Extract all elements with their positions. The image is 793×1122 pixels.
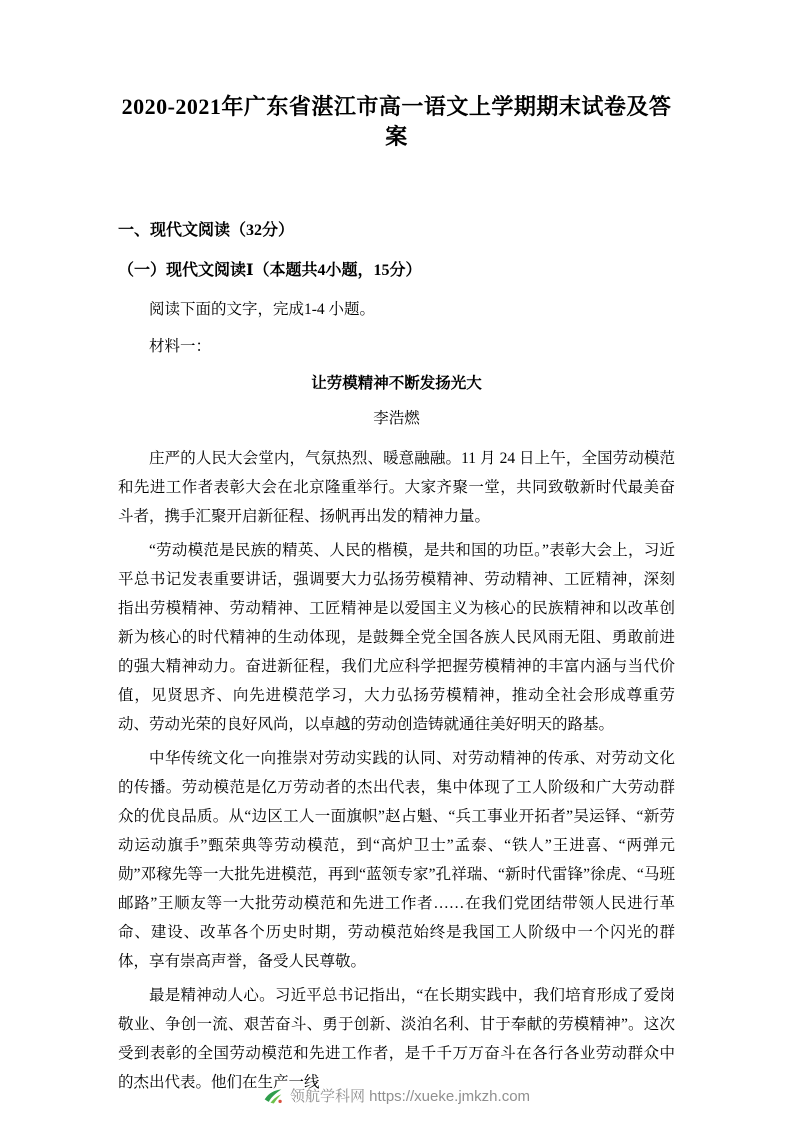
paragraph: “劳动模范是民族的精英、人民的楷模，是共和国的功臣。”表彰大会上，习近平总书记发表重要讲话，强调要大力弘扬劳模精神、劳动精神、工匠精神，深刻指出劳模精神、劳动精神、工匠精神是以爱国主义为核心的民族精神和以改革创新为核心的时代精神的生动体现，是鼓舞全党全国各族人民风雨无阻、勇敢前进的强大精神动力。奋进新征程，我们尤应科学把握劳模精神的丰富内涵与当代价值，见贤思齐、向先进模范学习，大力弘扬劳模精神，推动全社会形成尊重劳动、劳动光荣的良好风尚，以卓越的劳动创造铸就通往美好明天的路基。 <box>118 542 675 734</box>
article-title: 让劳模精神不断发扬光大 <box>311 375 482 393</box>
paragraph: 最是精神动人心。习近平总书记指出，“在长期实践中，我们培育形成了爱岗敬业、争创一流、艰苦奋斗、勇于创新、淡泊名利、甘于奉献的劳模精神”。这次受到表彰的全国劳动模范和先进工作者，是千千万万奋斗在各行各业劳动群众中的杰出代表。他们在生产一线 <box>118 987 675 1092</box>
watermark-text: 领航学科网 https://xueke.jmkzh.com <box>289 1088 531 1105</box>
material-label: 材料一： <box>149 338 212 356</box>
reading-instruction: 阅读下面的文字，完成1-4 小题。 <box>149 301 376 319</box>
xueke-logo-icon <box>263 1086 283 1106</box>
paragraph: 中华传统文化一向推崇对劳动实践的认同、对劳动精神的传承、对劳动文化的传播。劳动模范是亿万劳动者的杰出代表，集中体现了工人阶级和广大劳动群众的优良品质。从“边区工人一面旗帜”赵占魁、“兵工事业开拓者”吴运铎、“新劳动运动旗手”甄荣典等劳动模范，到“高炉卫士”孟泰、“铁人”王进喜、“两弹元勋”邓稼先等一大批先进模范，再到“蓝领专家”孔祥瑞、“新时代雷锋”徐虎、“马班邮路”王顺友等一大批劳动模范和先进工作者……在我们党团结带领人民进行革命、建设、改革各个历史时期，劳动模范始终是我国工人阶级中一个闪光的群体，享有崇高声誉，备受人民尊敬。 <box>118 750 675 971</box>
section-heading: 一、现代文阅读（32分） <box>118 222 295 240</box>
subsection-heading: （一）现代文阅读Ⅰ（本题共4小题，15分） <box>118 262 422 280</box>
article-author: 李浩燃 <box>373 410 420 428</box>
page-title: 2020-2021年广东省湛江市高一语文上学期期末试卷及答案 <box>121 94 672 149</box>
watermark-footer <box>0 1085 793 1106</box>
paragraph: 庄严的人民大会堂内，气氛热烈、暖意融融。11 月 24 日上午，全国劳动模范和先进工作者表彰大会在北京隆重举行。大家齐聚一堂，共同致敬新时代最美奋斗者，携手汇聚开启新征程、扬帆再出发的精神力量。 <box>118 450 675 526</box>
